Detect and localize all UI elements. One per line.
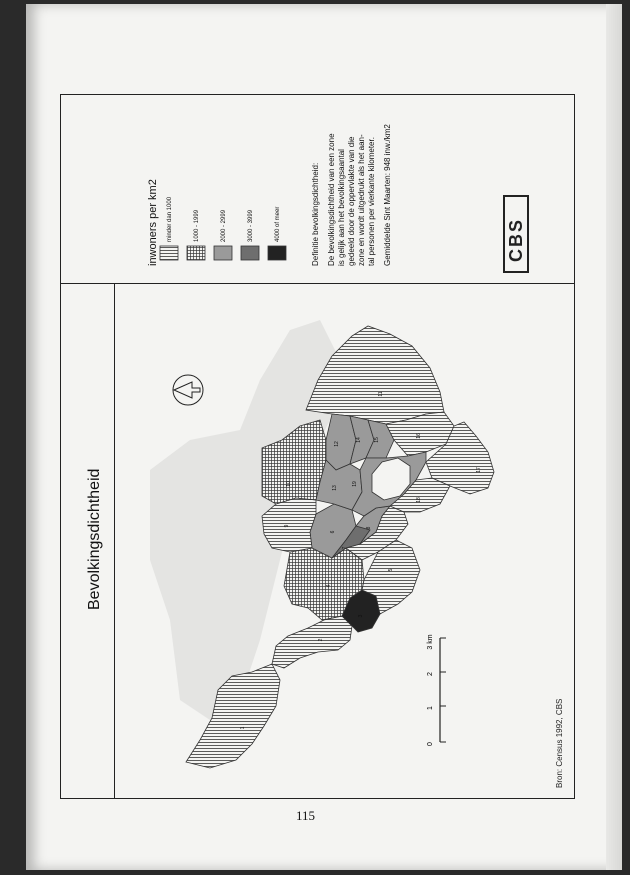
zone-label-12: 12 xyxy=(334,441,340,447)
definition-line-5: tal personen per vierkante kilometer. xyxy=(367,137,376,266)
cbs-logo xyxy=(504,196,528,272)
zone-label-6: 6 xyxy=(330,530,336,534)
zone-label-15: 15 xyxy=(374,437,380,443)
legend-label-1: minder dan 1000 xyxy=(167,196,173,242)
zone-2[interactable] xyxy=(272,616,352,668)
scale-tick-1: 1 xyxy=(427,706,434,710)
legend-swatch-4 xyxy=(241,246,259,260)
definition-line-2: is gelijk aan het bevolkingsaantal xyxy=(337,149,346,266)
legend-swatch-1 xyxy=(160,246,178,260)
zone-label-2: 2 xyxy=(318,638,324,642)
zone-label-4: 4 xyxy=(326,584,332,588)
zone-label-16: 16 xyxy=(416,433,422,439)
definition-line-1: De bevolkingsdichtheid van een zone xyxy=(327,133,336,266)
scale-bar xyxy=(427,634,446,746)
zone-label-3: 3 xyxy=(358,614,364,618)
zone-label-9: 9 xyxy=(284,524,290,528)
legend-label-3: 2000 - 2999 xyxy=(221,209,227,242)
page-number: 115 xyxy=(296,808,316,823)
legend-label-5: 4000 of meer xyxy=(275,206,281,242)
legend-label-2: 1000 - 1999 xyxy=(194,209,200,242)
zone-label-7: 7 xyxy=(342,546,348,550)
zone-label-5: 5 xyxy=(388,568,394,572)
north-arrow-icon xyxy=(173,375,203,405)
definition-heading: Definitie bevolkingsdichtheid: xyxy=(311,162,320,266)
map-title: Bevolkingsdichtheid xyxy=(86,468,103,610)
zone-label-13: 13 xyxy=(332,485,338,491)
scale-tick-3: 3 km xyxy=(427,634,434,650)
zone-label-18: 18 xyxy=(416,497,422,503)
zone-label-19: 19 xyxy=(352,481,358,487)
zone-label-1: 1 xyxy=(240,726,246,730)
legend-label-4: 3000 - 3999 xyxy=(248,209,254,242)
legend xyxy=(147,179,286,266)
map-source: Bron: Census 1992, CBS xyxy=(555,698,564,788)
definition-line-3: gedeeld door de oppervlakte van die xyxy=(347,136,356,266)
scale-tick-0: 0 xyxy=(427,742,434,746)
definition-average: Gemiddelde Sint Maarten: 948 inw./km2 xyxy=(383,124,392,266)
definition-line-4: zone en wordt uitgedrukt als het aan- xyxy=(357,134,366,266)
cbs-logo-text: CBS xyxy=(506,217,526,262)
zone-label-14: 14 xyxy=(356,437,362,443)
legend-heading: inwoners per km2 xyxy=(147,179,159,266)
legend-swatch-5 xyxy=(268,246,286,260)
legend-swatch-3 xyxy=(214,246,232,260)
scale-tick-2: 2 xyxy=(427,672,434,676)
zone-label-8: 8 xyxy=(366,526,372,530)
legend-swatch-2 xyxy=(187,246,205,260)
definition-block xyxy=(311,124,392,266)
zone-label-10: 10 xyxy=(286,481,292,487)
zone-label-11: 11 xyxy=(378,391,384,397)
zone-label-17: 17 xyxy=(476,467,482,473)
